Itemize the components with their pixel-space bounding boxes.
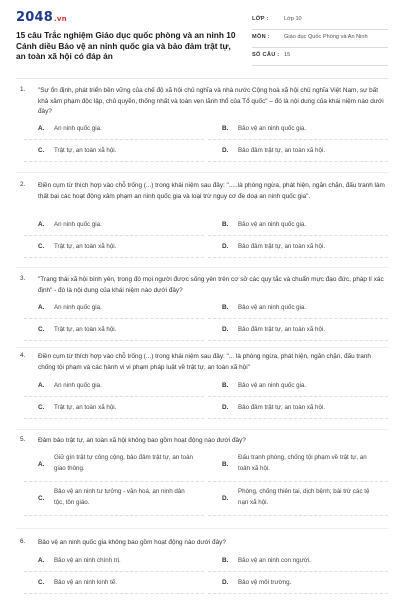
option-text: Bảo vệ an ninh quốc gia. bbox=[238, 221, 307, 228]
option-d[interactable] bbox=[208, 240, 388, 258]
question-number: 2. bbox=[20, 181, 26, 188]
option-letter: D. bbox=[222, 243, 229, 250]
option-letter: C. bbox=[38, 495, 45, 502]
question-number: 6. bbox=[20, 538, 26, 545]
question-number: 3. bbox=[20, 275, 26, 282]
option-b[interactable] bbox=[208, 452, 388, 482]
option-text: Bảo vệ an ninh con người. bbox=[238, 557, 311, 564]
meta-row-mon bbox=[252, 30, 388, 48]
option-a[interactable] bbox=[24, 122, 204, 140]
meta-value-socau: 15 bbox=[284, 51, 291, 58]
question-divider bbox=[16, 267, 388, 268]
option-a[interactable] bbox=[24, 554, 204, 572]
option-letter: B. bbox=[222, 221, 229, 228]
question-text: Bảo vệ an ninh quốc gia không bao gồm hoạt động nào dưới đây? bbox=[38, 539, 226, 546]
option-d[interactable] bbox=[208, 576, 388, 594]
option-c[interactable] bbox=[24, 323, 204, 341]
option-letter: B. bbox=[222, 304, 229, 311]
meta-value-mon: Giáo dục Quốc Phòng và An Ninh bbox=[284, 33, 368, 40]
option-letter: A. bbox=[38, 221, 45, 228]
option-letter: D. bbox=[222, 579, 229, 586]
page-header bbox=[0, 0, 400, 74]
question-text: "Sự ổn định, phát triển bền vững của chế độ xã hội chủ nghĩa và nhà nước Cộng hoà xã hội chủ nghĩa Việt Nam, sự bất khả xâm phạm độc lập, chủ quyền, thống nhất và toàn vẹn lãnh thổ của Tổ quốc" – đó là nội dung của khái niệm nào dưới đây? bbox=[38, 87, 384, 116]
meta-row-socau bbox=[252, 48, 388, 66]
option-d[interactable] bbox=[208, 486, 388, 516]
option-d[interactable] bbox=[208, 401, 388, 419]
meta-info bbox=[252, 12, 388, 66]
option-letter: D. bbox=[222, 404, 229, 411]
option-c[interactable] bbox=[24, 486, 204, 516]
option-letter: D. bbox=[222, 495, 229, 502]
option-text: An ninh quốc gia. bbox=[54, 382, 102, 389]
page-title: 15 câu Trắc nghiệm Giáo dục quốc phòng và an ninh 10 Cánh diều Bảo vệ an ninh quốc gia và bảo đảm trật tự, an toàn xã hội có đáp án bbox=[16, 30, 236, 62]
question-divider bbox=[16, 172, 388, 173]
question-divider bbox=[16, 347, 388, 348]
option-letter: C. bbox=[38, 579, 45, 586]
option-a[interactable] bbox=[24, 218, 204, 236]
option-letter: A. bbox=[38, 304, 45, 311]
option-c[interactable] bbox=[24, 401, 204, 419]
option-c[interactable] bbox=[24, 576, 204, 594]
option-b[interactable] bbox=[208, 379, 388, 397]
option-text: Bảo vệ an ninh kinh tế. bbox=[54, 579, 117, 586]
option-text: Bảo đảm trật tự, an toàn xã hội. bbox=[238, 326, 326, 333]
logo-main: 2048 bbox=[16, 10, 53, 25]
option-a[interactable] bbox=[24, 301, 204, 319]
option-text: Bảo vệ an ninh tư tưởng - văn hoá, an ninh dân tộc, tôn giáo. bbox=[54, 488, 185, 506]
question-divider bbox=[16, 429, 388, 430]
meta-label-mon: MÔN : bbox=[252, 34, 270, 40]
option-d[interactable] bbox=[208, 323, 388, 341]
option-text: An ninh quốc gia. bbox=[54, 125, 102, 132]
option-letter: C. bbox=[38, 147, 45, 154]
option-text: Phòng, chống thiên tai, dịch bệnh; bài trừ các tệ nạn xã hội. bbox=[238, 488, 370, 506]
option-text: Bảo đảm trật tự, an toàn xã hội. bbox=[238, 147, 326, 154]
option-letter: C. bbox=[38, 243, 45, 250]
option-b[interactable] bbox=[208, 301, 388, 319]
option-b[interactable] bbox=[208, 218, 388, 236]
option-letter: A. bbox=[38, 461, 45, 468]
option-letter: A. bbox=[38, 557, 45, 564]
option-text: An ninh quốc gia. bbox=[54, 304, 102, 311]
option-letter: B. bbox=[222, 382, 229, 389]
option-a[interactable] bbox=[24, 452, 204, 482]
option-text: Trật tự, an toàn xã hội. bbox=[54, 147, 117, 154]
question-number: 5. bbox=[20, 436, 26, 443]
option-b[interactable] bbox=[208, 122, 388, 140]
question-text: "Trạng thái xã hội bình yên, trong đó mọi người được sống yên trên cơ sở các quy tắc và chuẩn mực đạo đức, pháp lí xác định" - đó là nội dung của khái niệm nào dưới đây? bbox=[38, 276, 384, 294]
logo-suffix: .vn bbox=[53, 15, 67, 23]
option-text: Bảo vệ an ninh chính trị. bbox=[54, 557, 121, 564]
meta-row-lop bbox=[252, 12, 388, 30]
option-letter: B. bbox=[222, 125, 229, 132]
header-divider bbox=[16, 78, 388, 79]
option-text: Bảo đảm trật tự, an toàn xã hội. bbox=[238, 243, 326, 250]
option-c[interactable] bbox=[24, 240, 204, 258]
meta-value-lop: Lớp 10 bbox=[284, 15, 302, 22]
option-letter: B. bbox=[222, 461, 229, 468]
option-letter: C. bbox=[38, 404, 45, 411]
question-text: Đảm bảo trật tự, an toàn xã hội không bao gồm hoạt động nào dưới đây? bbox=[38, 437, 246, 444]
meta-label-socau: SỐ CÂU : bbox=[252, 52, 280, 58]
option-text: Bảo vệ môi trường. bbox=[238, 579, 292, 586]
option-text: Trật tự, an toàn xã hội. bbox=[54, 404, 117, 411]
option-a[interactable] bbox=[24, 379, 204, 397]
option-letter: A. bbox=[38, 125, 45, 132]
question-number: 1. bbox=[20, 86, 26, 93]
question-divider bbox=[16, 528, 388, 529]
option-letter: D. bbox=[222, 147, 229, 154]
option-letter: C. bbox=[38, 326, 45, 333]
meta-label-lop: LỚP : bbox=[252, 16, 269, 22]
option-letter: A. bbox=[38, 382, 45, 389]
option-letter: B. bbox=[222, 557, 229, 564]
option-text: Bảo vệ an ninh quốc gia. bbox=[238, 125, 307, 132]
option-d[interactable] bbox=[208, 144, 388, 162]
option-text: Bảo đảm trật tự, an toàn xã hội. bbox=[238, 404, 326, 411]
option-b[interactable] bbox=[208, 554, 388, 572]
option-text: Trật tự, an toàn xã hội. bbox=[54, 243, 117, 250]
option-c[interactable] bbox=[24, 144, 204, 162]
option-text: Bảo vệ an ninh quốc gia. bbox=[238, 304, 307, 311]
option-letter: D. bbox=[222, 326, 229, 333]
option-text: An ninh quốc gia. bbox=[54, 221, 102, 228]
option-text: Giữ gìn trật tự công cộng, bảo đảm trật tự, an toàn giao thông. bbox=[54, 454, 194, 472]
question-number: 4. bbox=[20, 352, 26, 359]
option-text: Đấu tranh phòng, chống tội phạm về trật tự, an toàn xã hội. bbox=[238, 454, 367, 472]
site-logo[interactable] bbox=[16, 10, 67, 25]
question-text: Điền cụm từ thích hợp vào chỗ trống (...) trong khái niệm sau đây: ".....là phòng ngừa, phát hiện, ngăn chặn, đấu tranh làm thất bại các hoạt động xâm phạm an ninh quốc gia và loại trừ nguy cơ đe doạ an ninh quốc gia". bbox=[38, 182, 385, 200]
question-text: Điền cụm từ thích hợp vào chỗ trống (...) trong khái niệm sau đây: "... là phòng ngừa, phát hiện, ngăn chặn, đấu tranh chống tội phạm và các hành vi vi phạm pháp luật về trật tự, an toàn xã hội" bbox=[38, 353, 371, 371]
option-text: Bảo vệ an ninh quốc gia. bbox=[238, 382, 307, 389]
option-text: Trật tự, an toàn xã hội. bbox=[54, 326, 117, 333]
